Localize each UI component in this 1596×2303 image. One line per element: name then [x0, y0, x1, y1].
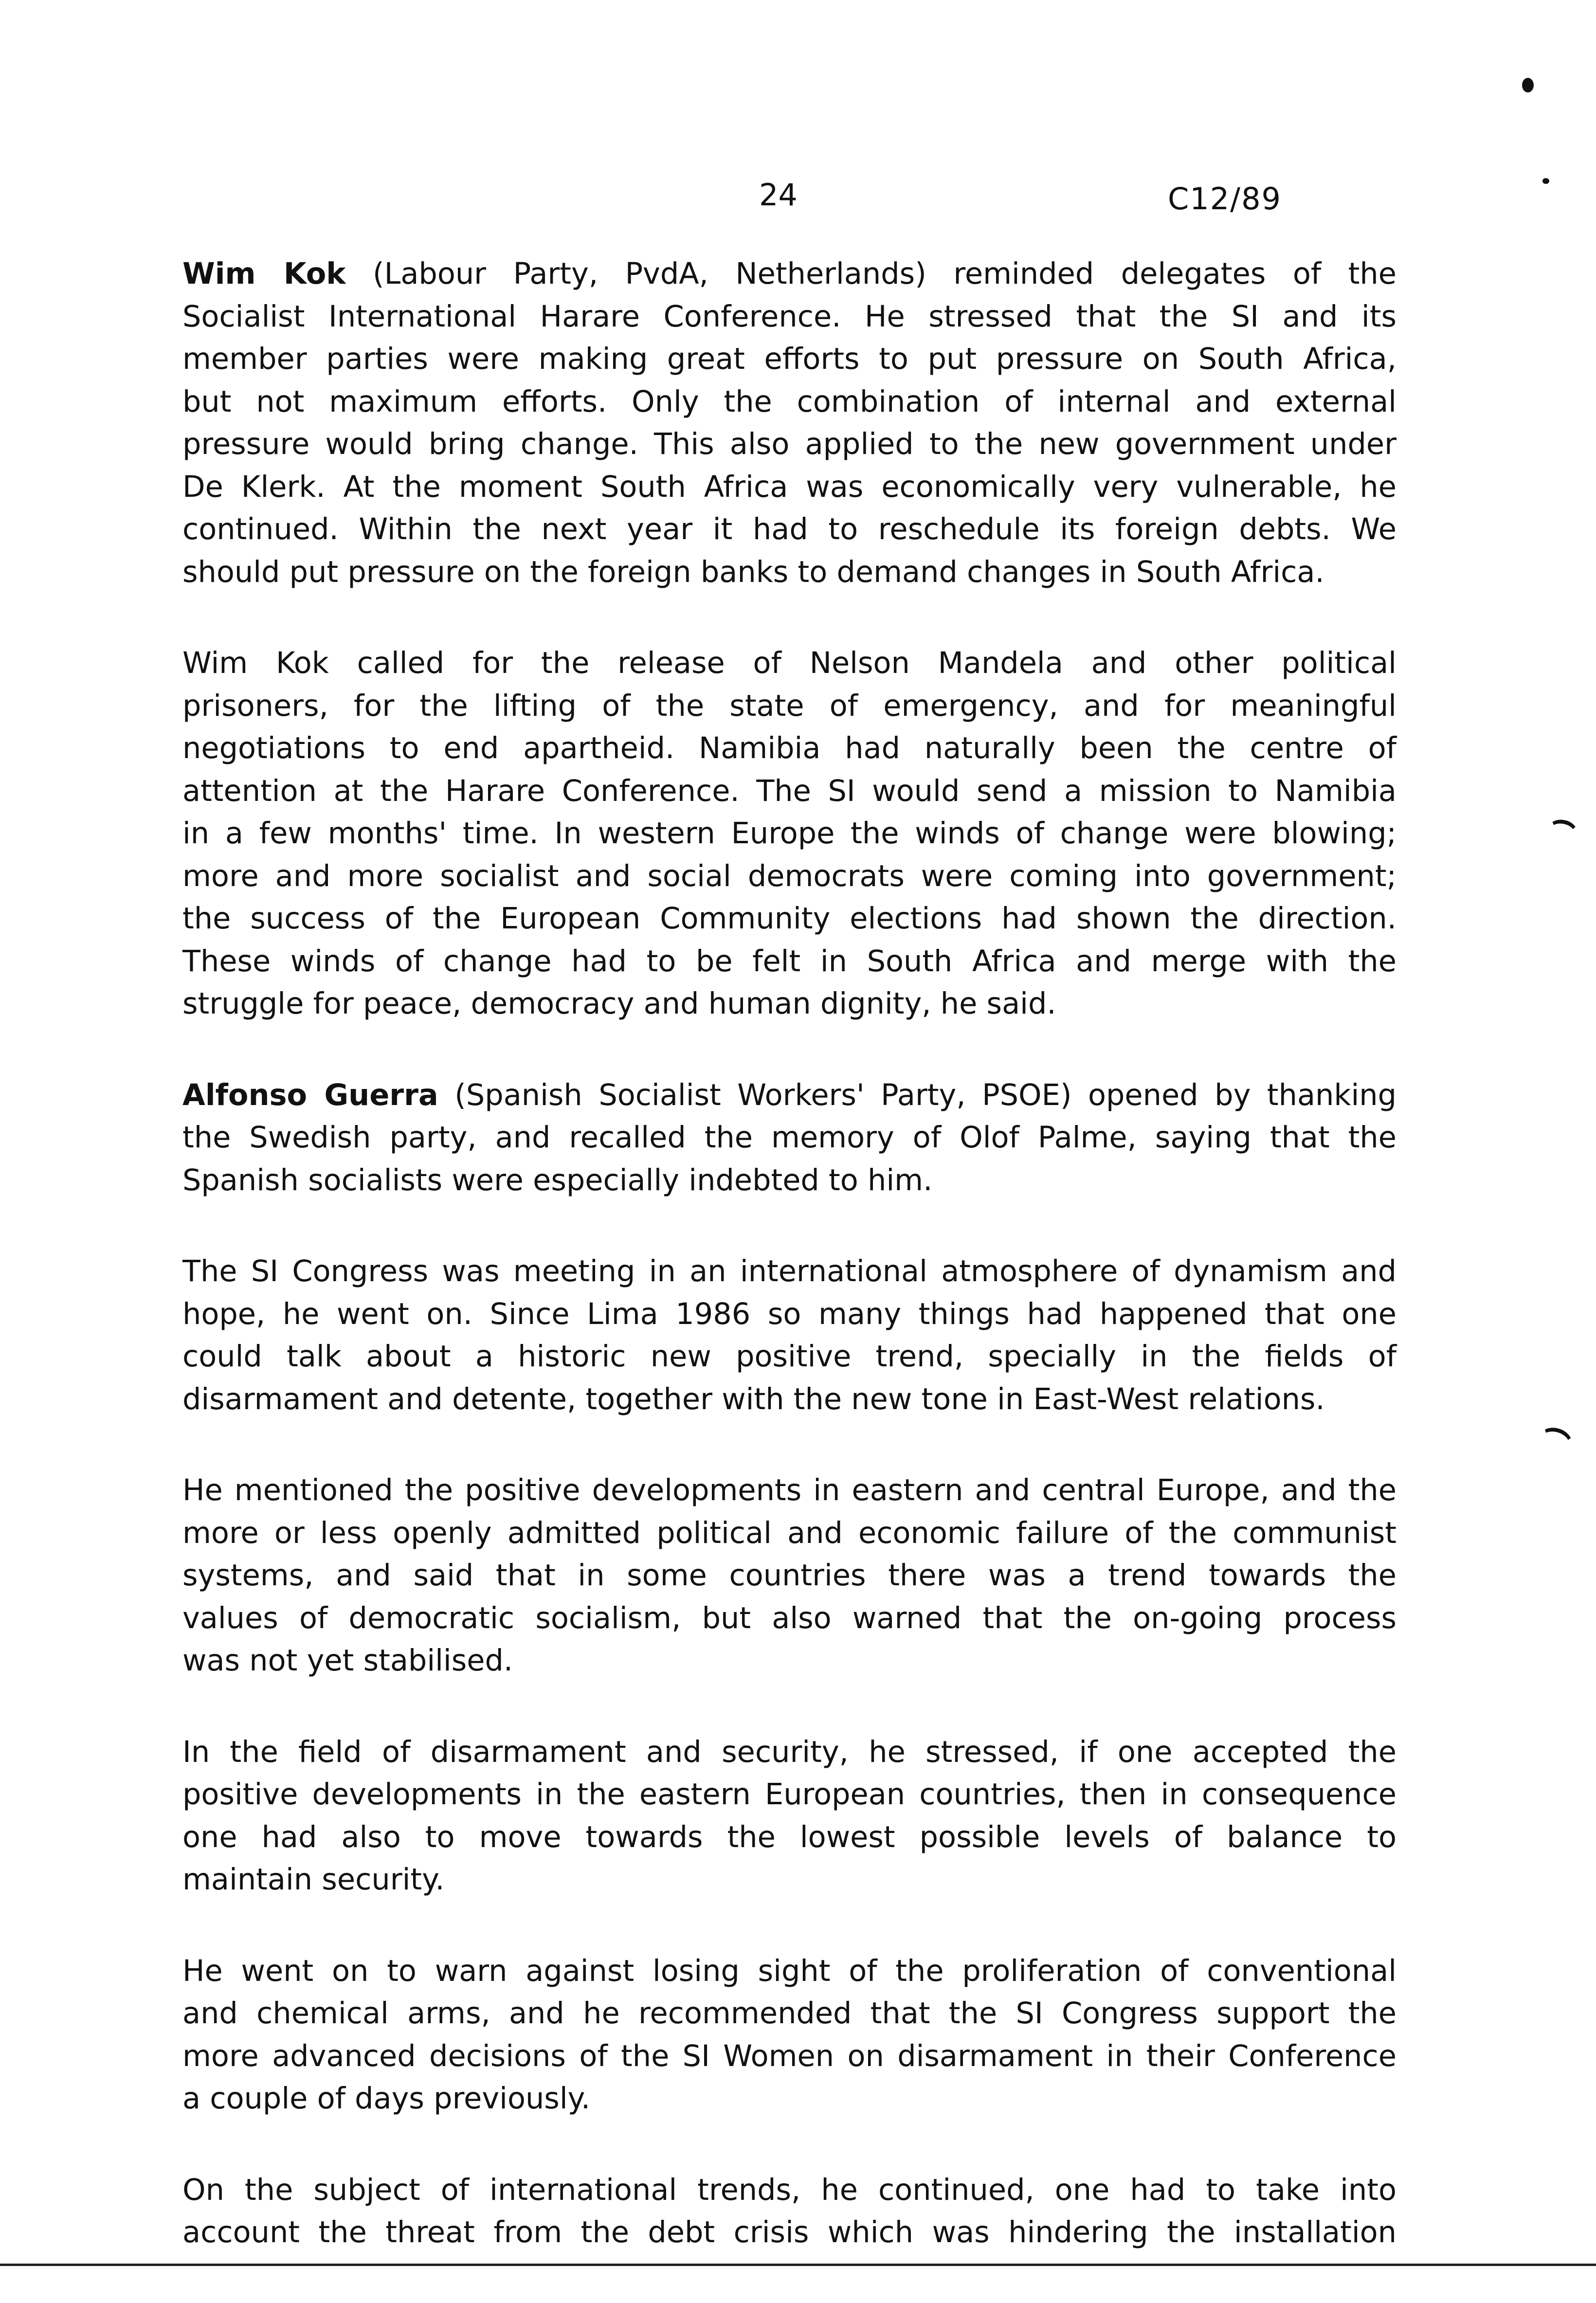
- text-line: (Spanish Socialist Workers' Party, PSOE) opened by thanking: [438, 1078, 1396, 1112]
- text-line: systems, and said that in some countries there was a trend towards the: [182, 1559, 1396, 1593]
- paragraph-guerra-1: [182, 1074, 1396, 1202]
- text-line: maintain security.: [182, 1863, 445, 1897]
- paragraph-guerra-4: [182, 1731, 1396, 1902]
- text-line: values of democratic socialism, but also warned that the on-going process: [182, 1601, 1396, 1635]
- text-line: De Klerk. At the moment South Africa was economically very vulnerable, he: [182, 470, 1396, 504]
- paragraph-guerra-2: [182, 1251, 1396, 1421]
- text-line: Socialist International Harare Conference. He stressed that the SI and its: [182, 299, 1396, 334]
- text-line: more and more socialist and social democrats were coming into government;: [182, 859, 1396, 893]
- text-line: more or less openly admitted political and economic failure of the communist: [182, 1516, 1396, 1550]
- text-line: more advanced decisions of the SI Women on disarmament in their Conference: [182, 2039, 1396, 2073]
- text-line: account the threat from the debt crisis which was hindering the installation: [182, 2215, 1396, 2249]
- text-line: continued. Within the next year it had to reschedule its foreign debts. We: [182, 512, 1396, 546]
- speaker-name: Wim Kok: [182, 257, 346, 291]
- text-line: The SI Congress was meeting in an international atmosphere of dynamism and: [182, 1254, 1396, 1288]
- document-reference: C12/89: [1168, 181, 1282, 217]
- text-line: Spanish socialists were especially indebted to him.: [182, 1163, 933, 1197]
- page-bottom-rule: [0, 2264, 1596, 2266]
- text-line: He went on to warn against losing sight of the proliferation of conventional: [182, 1954, 1396, 1988]
- paragraph-guerra-5: [182, 1950, 1396, 2121]
- paragraph-wim-kok-2: [182, 642, 1396, 1026]
- text-line: the Swedish party, and recalled the memory of Olof Palme, saying that the: [182, 1121, 1396, 1155]
- text-line: negotiations to end apartheid. Namibia had naturally been the centre of: [182, 731, 1396, 765]
- text-line: On the subject of international trends, he continued, one had to take into: [182, 2173, 1396, 2207]
- text-line: attention at the Harare Conference. The SI would send a mission to Namibia: [182, 774, 1396, 808]
- text-line: prisoners, for the lifting of the state of emergency, and for meaningful: [182, 689, 1396, 723]
- text-line: disarmament and detente, together with the new tone in East-West relations.: [182, 1382, 1325, 1416]
- text-line: He mentioned the positive developments in eastern and central Europe, and the: [182, 1473, 1396, 1507]
- text-line: pressure would bring change. This also applied to the new government under: [182, 427, 1396, 461]
- text-line: (Labour Party, PvdA, Netherlands) reminded delegates of the: [345, 257, 1396, 291]
- text-line: should put pressure on the foreign banks to demand changes in South Africa.: [182, 555, 1324, 589]
- text-line: the success of the European Community elections had shown the direction.: [182, 902, 1396, 936]
- scan-arc-mark: [1534, 1423, 1576, 1461]
- text-line: could talk about a historic new positive trend, specially in the fields of: [182, 1340, 1396, 1374]
- paragraph-wim-kok-1: [182, 253, 1396, 594]
- speaker-name: Alfonso Guerra: [182, 1078, 438, 1112]
- text-line: struggle for peace, democracy and human dignity, he said.: [182, 987, 1056, 1021]
- text-line: in a few months' time. In western Europe the winds of change were blowing;: [182, 816, 1396, 851]
- text-line: a couple of days previously.: [182, 2082, 591, 2116]
- text-line: one had also to move towards the lowest possible levels of balance to: [182, 1820, 1396, 1854]
- text-line: These winds of change had to be felt in South Africa and merge with the: [182, 944, 1396, 979]
- paragraph-guerra-6: [182, 2169, 1396, 2254]
- body-text: [182, 253, 1396, 2303]
- scan-arc-mark: [1545, 817, 1580, 846]
- text-line: positive developments in the eastern European countries, then in consequence: [182, 1777, 1396, 1812]
- text-line: was not yet stabilised.: [182, 1644, 513, 1678]
- text-line: member parties were making great efforts to put pressure on South Africa,: [182, 342, 1396, 376]
- text-line: hope, he went on. Since Lima 1986 so many things had happened that one: [182, 1297, 1396, 1331]
- text-line: but not maximum efforts. Only the combination of internal and external: [182, 384, 1396, 419]
- paragraph-guerra-3: [182, 1469, 1396, 1683]
- text-line: Wim Kok called for the release of Nelson Mandela and other political: [182, 646, 1396, 680]
- page-number: 24: [759, 177, 798, 213]
- scan-speck-mark: [1542, 178, 1549, 184]
- text-line: and chemical arms, and he recommended that the SI Congress support the: [182, 1996, 1396, 2031]
- text-line: In the field of disarmament and security, he stressed, if one accepted the: [182, 1735, 1396, 1769]
- scan-speck-mark: [1522, 78, 1534, 92]
